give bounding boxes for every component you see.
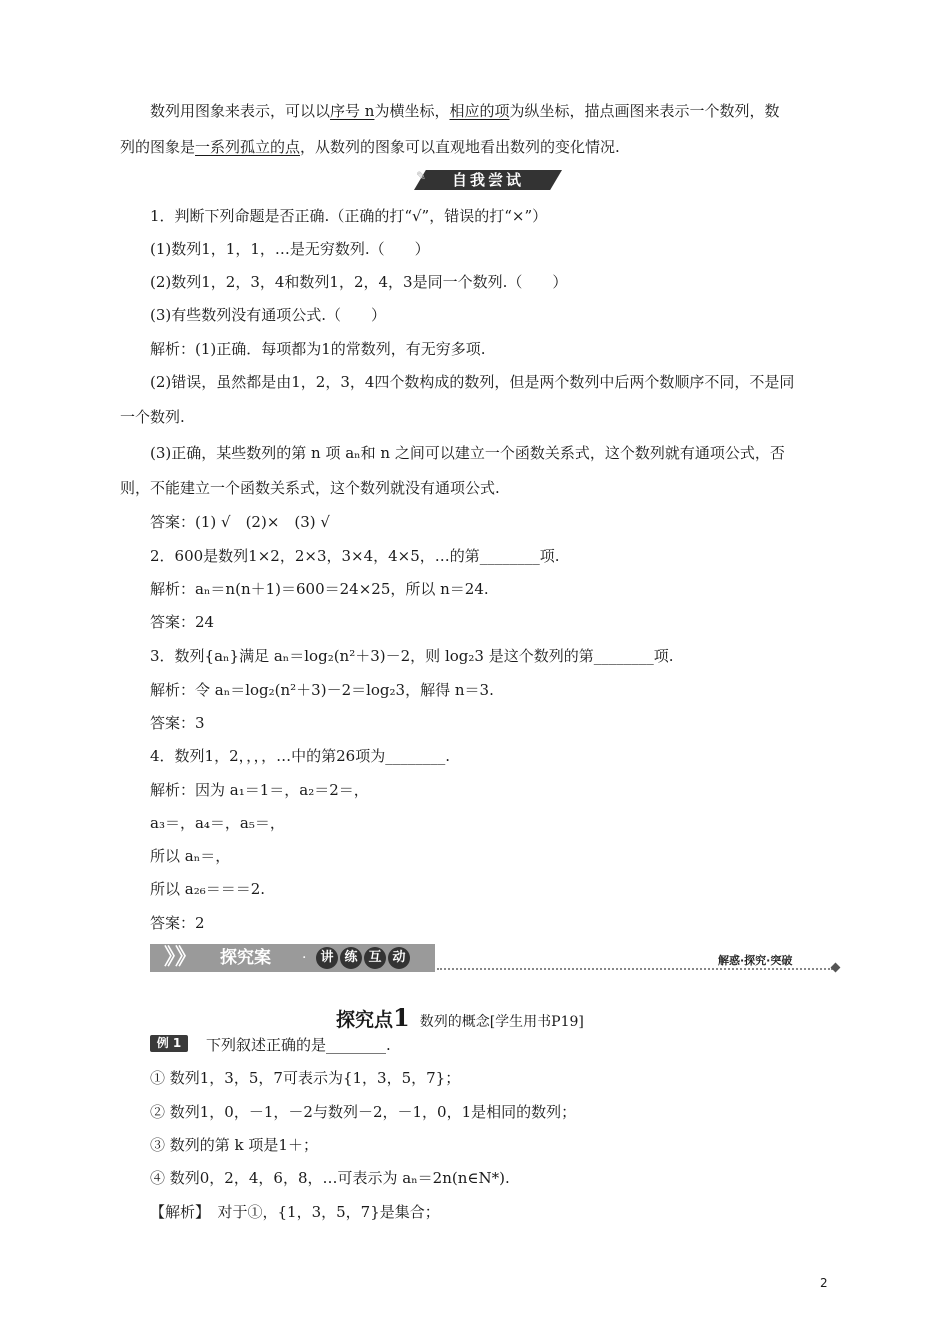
self-test-line: 答案：24 (150, 613, 215, 631)
intro-line-1 (150, 101, 780, 121)
self-test-line: 解析：令 aₙ＝log₂(n²＋3)－2＝log₂3，解得 n＝3. (150, 681, 494, 699)
chevron-icon: 》》 (164, 945, 198, 970)
section-title: 探究案 (220, 948, 271, 968)
circle-char: 互 (364, 947, 386, 969)
page-number: 2 (820, 1276, 828, 1290)
banner-deco-icon: ✎ (416, 169, 427, 183)
self-test-line: (2)数列1，2，3，4和数列1，2，4，3是同一个数列.（ ） (150, 273, 568, 291)
self-test-line: 一个数列. (120, 408, 185, 426)
self-test-line: a₃＝，a₄＝，a₅＝， (150, 814, 285, 832)
underline-term: 一系列孤立的点 (195, 138, 301, 156)
intro-line-2 (120, 137, 620, 157)
section-right-label: 解惑·探究·突破 (718, 954, 793, 967)
self-test-line: 所以 a₂₆＝＝＝2. (150, 880, 266, 898)
section-header-bar (150, 944, 435, 972)
self-test-line: 则，不能建立一个函数关系式，这个数列就没有通项公式. (120, 479, 500, 497)
circle-char: 讲 (316, 947, 338, 969)
intro-text: 为纵坐标，描点画图来表示一个数列，数 (509, 102, 780, 120)
example-badge: 例 1 (150, 1035, 188, 1052)
point-label: 探究点 (336, 1009, 394, 1031)
self-test-line: 4．数列1，2，，，，…中的第26项为________. (150, 747, 450, 765)
banner-title: 自我尝试 (451, 171, 524, 189)
point-heading (336, 1003, 584, 1032)
self-test-line: (3)正确，某些数列的第 n 项 aₙ和 n 之间可以建立一个函数关系式，这个数列就有通项公式，否 (150, 444, 785, 462)
circle-char: 动 (388, 947, 410, 969)
self-test-line: 答案：2 (150, 914, 205, 932)
intro-text: ，从数列的图象可以直观地看出数列的变化情况. (300, 138, 620, 156)
self-test-line: (1)数列1，1，1，…是无穷数列.（ ） (150, 240, 430, 258)
self-test-line: 解析：(1)正确．每项都为1的常数列，有无穷多项. (150, 340, 486, 358)
self-test-banner (414, 168, 562, 192)
dotted-divider (437, 968, 833, 970)
example-item: ④ 数列0，2，4，6，8，…可表示为 aₙ＝2n(n∈N*). (150, 1169, 510, 1187)
self-test-line: 所以 aₙ＝， (150, 847, 231, 865)
diamond-icon (831, 963, 841, 973)
example-prompt: 下列叙述正确的是________. (206, 1036, 391, 1054)
section-dot: · (302, 950, 307, 966)
example-item: ① 数列1，3，5，7可表示为{1，3，5，7}； (150, 1069, 461, 1087)
intro-text: 列的图象是 (120, 138, 196, 156)
circle-char: 练 (340, 947, 362, 969)
underline-term: 相应的项 (449, 102, 510, 120)
self-test-line: (3)有些数列没有通项公式.（ ） (150, 306, 387, 324)
self-test-line: 2．600是数列1×2，2×3，3×4，4×5，…的第________项. (150, 547, 560, 565)
example-item: ③ 数列的第 k 项是1＋； (150, 1136, 318, 1154)
self-test-line: 解析：aₙ＝n(n＋1)＝600＝24×25，所以 n＝24. (150, 580, 489, 598)
section-subtitle (316, 947, 410, 969)
intro-text: 为横坐标， (374, 102, 450, 120)
self-test-line: (2)错误，虽然都是由1，2，3，4四个数构成的数列，但是两个数列中后两个数顺序不同，不是同 (150, 373, 795, 391)
self-test-line: 答案：(1) √ (2)× (3) √ (150, 513, 330, 531)
self-test-line: 1．判断下列命题是否正确.（正确的打“√”，错误的打“×”） (150, 207, 548, 225)
underline-term: 序号 n (330, 102, 375, 120)
example-item: ② 数列1，0，－1，－2与数列－2，－1，0，1是相同的数列； (150, 1103, 577, 1121)
point-number: 1 (393, 1003, 410, 1032)
self-test-line: 解析：因为 a₁＝1＝，a₂＝2＝， (150, 781, 369, 799)
self-test-line: 3．数列{aₙ}满足 aₙ＝log₂(n²＋3)－2，则 log₂3 是这个数列的第________项. (150, 647, 674, 665)
example-item: 【解析】 对于①，{1，3，5，7}是集合； (150, 1203, 440, 1221)
point-subtitle: 数列的概念[学生用书P19] (419, 1014, 584, 1030)
intro-text: 数列用图象来表示，可以以 (150, 102, 331, 120)
self-test-line: 答案：3 (150, 714, 205, 732)
